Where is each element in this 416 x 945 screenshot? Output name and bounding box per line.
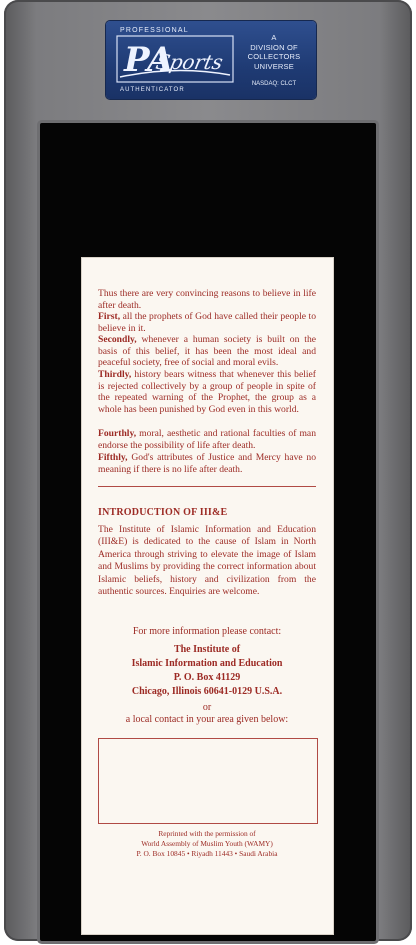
point-lead: Thirdly, (98, 369, 132, 380)
svg-text:Sports: Sports (153, 50, 226, 74)
point-text: all the prophets of God have called their people to believe in it. (98, 311, 316, 334)
psa-logo (116, 35, 234, 83)
address-line: P. O. Box 41129 (173, 672, 241, 683)
footer-line: World Assembly of Muslim Youth (WAMY) (141, 839, 273, 848)
nasdaq-text: NASDAQ: CLCT (251, 81, 297, 87)
point-lead: Fourthly, (98, 428, 137, 439)
point-fourth (98, 428, 316, 451)
local-contact-text: a local contact in your area given below: (125, 714, 289, 725)
point-lead: First, (98, 311, 121, 322)
address-line: Islamic Information and Education (131, 658, 283, 669)
division-line: COLLECTORS (247, 52, 301, 61)
address-line: Chicago, Illinois 60641-0129 U.S.A. (131, 686, 283, 697)
reprint-footer (98, 829, 316, 859)
intro-line: Thus there are very convincing reasons to believe in life after death. (98, 288, 316, 311)
division-line: A (271, 33, 277, 42)
address-block (98, 643, 316, 699)
point-third (98, 369, 316, 415)
division-text (240, 33, 308, 71)
label-professional-text: PROFESSIONAL (120, 27, 189, 34)
pamphlet-card (82, 258, 333, 934)
local-contact-box (98, 738, 318, 824)
point-lead: Secondly, (98, 334, 137, 345)
or-text: or (202, 702, 212, 713)
point-text: history bears witness that whenever this belief is rejected collectively by a group of people in spite of the repeated warning of the Prophet, the group as a whole has been punished by God even in this world. (98, 369, 316, 415)
division-line: DIVISION OF (250, 42, 298, 52)
divider-rule (98, 486, 316, 487)
contact-prompt: For more information please contact: (132, 626, 282, 637)
point-second (98, 334, 316, 369)
psa-logo-icon (116, 35, 234, 83)
footer-line: Reprinted with the permission of (158, 829, 256, 838)
point-text: whenever a human society is built on the basis of this belief, it has been the most ideal and peaceful society, free of social and moral evils. (98, 334, 316, 369)
point-fifth (98, 452, 316, 475)
point-text: moral, aesthetic and rational faculties of man endorse the possibility of life after death. (98, 428, 316, 451)
slab-label (106, 21, 316, 99)
point-text: God's attributes of Justice and Mercy have no meaning if there is no life after death. (98, 452, 316, 475)
footer-line: P. O. Box 10845 • Riyadh 11443 • Saudi Arabia (136, 849, 278, 858)
address-line: The Institute of (173, 644, 241, 655)
point-lead: Fifthly, (98, 452, 128, 463)
intro-body: The Institute of Islamic Information and Education (III&E) is dedicated to the cause of Islam in North America through striving to elevate the image of Islam and Muslims by providing the correct information about Islamic beliefs, history and civilization from the authentic sources. Enquiries are welcome. (98, 524, 316, 598)
section-heading: INTRODUCTION OF III&E (98, 507, 228, 518)
label-authenticator-text: AUTHENTICATOR (120, 87, 185, 93)
svg-text:PA: PA (124, 40, 174, 80)
division-line: UNIVERSE (254, 61, 294, 71)
point-first (98, 311, 316, 334)
